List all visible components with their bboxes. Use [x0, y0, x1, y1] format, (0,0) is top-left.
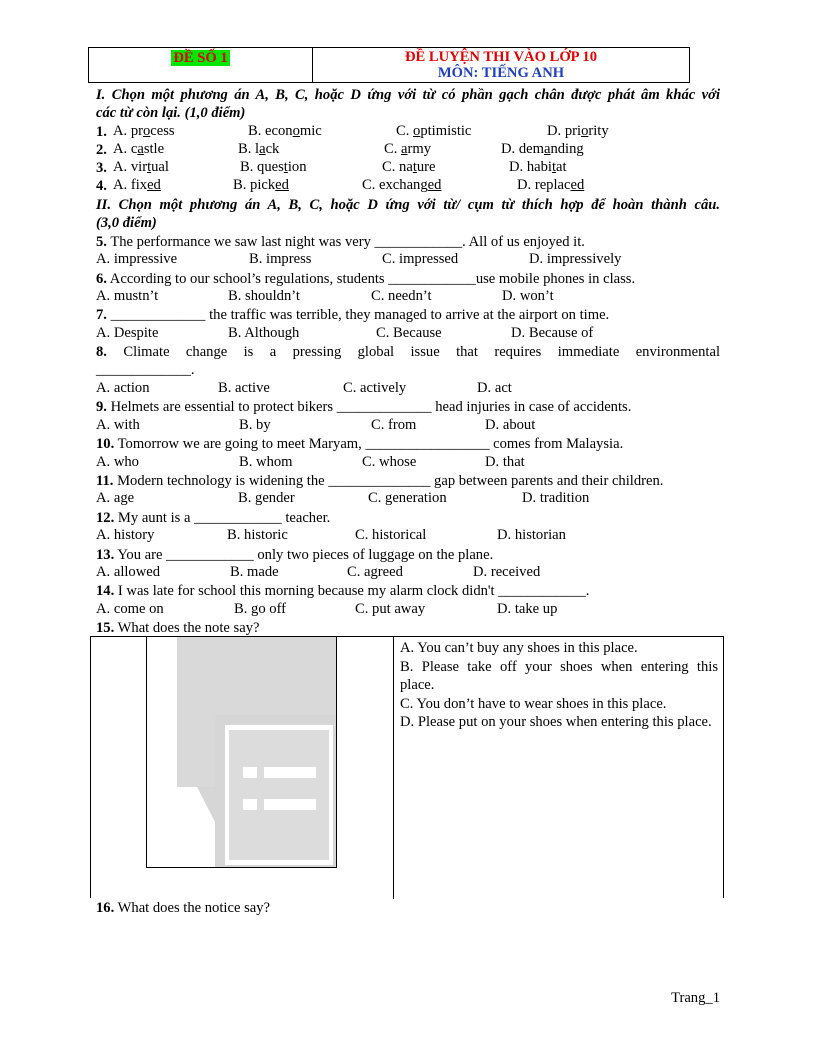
q3-option-c: C. nature: [382, 159, 436, 175]
q4-option-b: B. picked: [233, 177, 289, 193]
q6-stem: 6. According to our school’s regulations, students ____________use mobile phones in class.: [96, 271, 636, 287]
q1-option-c: C. optimistic: [396, 123, 472, 139]
q7-option-b: B. Although: [228, 325, 300, 341]
q10-stem: 10. Tomorrow we are going to meet Maryam, _________________ comes from Malaysia.: [96, 436, 624, 452]
q13-option-c: C. agreed: [347, 564, 403, 580]
q10-option-a: A. who: [96, 454, 139, 470]
q2-option-c: C. army: [384, 141, 432, 157]
q7-option-d: D. Because of: [511, 325, 594, 341]
q13-option-b: B. made: [230, 564, 279, 580]
q6-option-d: D. won’t: [502, 288, 554, 304]
q9-option-b: B. by: [239, 417, 271, 433]
q11-option-d: D. tradition: [522, 490, 590, 506]
q12-option-a: A. history: [96, 527, 155, 543]
q15-option-c: C. You don’t have to wear shoes in this place.: [400, 695, 667, 712]
section1-title-cont: các từ còn lại. (1,0 điểm): [96, 105, 246, 121]
q2-option-d: D. demanding: [501, 141, 584, 157]
q15-table: [90, 636, 724, 898]
q14-stem: 14. I was late for school this morning because my alarm clock didn't ____________.: [96, 583, 590, 599]
q4-option-c: C. exchanged: [362, 177, 442, 193]
q11-option-a: A. age: [96, 490, 135, 506]
q11-option-b: B. gender: [238, 490, 295, 506]
q10-option-c: C. whose: [362, 454, 417, 470]
q10-option-d: D. that: [485, 454, 525, 470]
exam-number-cell: [89, 48, 313, 82]
q4-option-a: A. fixed: [113, 177, 161, 193]
q12-option-d: D. historian: [497, 527, 566, 543]
q14-option-d: D. take up: [497, 601, 558, 617]
q6-option-c: C. needn’t: [371, 288, 432, 304]
q3-number: 3.: [96, 160, 107, 176]
q14-option-c: C. put away: [355, 601, 426, 617]
q7-stem: 7. _____________ the traffic was terrible, they managed to arrive at the airport on time.: [96, 307, 610, 323]
q5-option-d: D. impressively: [529, 251, 622, 267]
section1-title: I. Chọn một phương án A, B, C, hoặc D ứng với từ có phần gạch chân được phát âm khác với: [96, 87, 720, 103]
q12-option-b: B. historic: [227, 527, 288, 543]
q5-option-c: C. impressed: [382, 251, 459, 267]
q9-option-a: A. with: [96, 417, 140, 433]
q12-option-c: C. historical: [355, 527, 427, 543]
q6-option-b: B. shouldn’t: [228, 288, 300, 304]
q1-option-a: A. process: [113, 123, 175, 139]
q8-option-b: B. active: [218, 380, 270, 396]
exam-title: ĐỀ LUYỆN THI VÀO LỚP 10: [404, 49, 598, 65]
q10-option-b: B. whom: [239, 454, 293, 470]
q15-option-d: D. Please put on your shoes when entering this place.: [400, 714, 712, 730]
q8-stem-cont: _____________.: [96, 362, 195, 378]
q9-option-d: D. about: [485, 417, 536, 433]
q11-stem: 11. Modern technology is widening the ______________ gap between parents and their children.: [96, 473, 664, 489]
q7-option-a: A. Despite: [96, 325, 159, 341]
q7-option-c: C. Because: [376, 325, 442, 341]
q1-option-b: B. economic: [248, 123, 322, 139]
q12-stem: 12. My aunt is a ____________ teacher.: [96, 510, 331, 526]
q3-option-d: D. habitat: [509, 159, 567, 175]
image-placeholder-icon: [147, 637, 337, 868]
q15-option-b: B. Please take off your shoes when entering this place.: [400, 658, 718, 693]
q11-option-c: C. generation: [368, 490, 447, 506]
exam-number: ĐỀ SỐ 1: [173, 50, 228, 66]
exam-subject: MÔN: TIẾNG ANH: [437, 65, 565, 81]
q3-option-a: A. virtual: [113, 159, 169, 175]
q9-option-c: C. from: [371, 417, 417, 433]
q8-option-a: A. action: [96, 380, 150, 396]
page-footer: Trang_1: [671, 990, 720, 1006]
q4-number: 4.: [96, 178, 107, 194]
q8-option-d: D. act: [477, 380, 512, 396]
q4-option-d: D. replaced: [517, 177, 585, 193]
q8-stem: 8. Climate change is a pressing global issue that requires immediate environmental: [96, 344, 720, 360]
q16-stem: 16. What does the notice say?: [96, 900, 270, 916]
q9-stem: 9. Helmets are essential to protect bikers _____________ head injuries in case of accidents.: [96, 399, 632, 415]
q15-option-a: A. You can’t buy any shoes in this place.: [400, 640, 638, 656]
q3-option-b: B. question: [240, 159, 307, 175]
q14-option-b: B. go off: [234, 601, 287, 617]
q8-option-c: C. actively: [343, 380, 407, 396]
q1-option-d: D. priority: [547, 123, 609, 139]
exam-title-cell: [313, 48, 689, 82]
q5-option-a: A. impressive: [96, 251, 178, 267]
q14-option-a: A. come on: [96, 601, 164, 617]
header-table: [88, 47, 690, 83]
q13-stem: 13. You are ____________ only two pieces of luggage on the plane.: [96, 547, 494, 563]
q2-number: 2.: [96, 142, 107, 158]
q6-option-a: A. mustn’t: [96, 288, 159, 304]
q5-stem: 5. The performance we saw last night was very ____________. All of us enjoyed it.: [96, 234, 585, 250]
q15-options: [400, 639, 718, 732]
section2-title-cont: (3,0 điểm): [96, 215, 157, 231]
q1-number: 1.: [96, 124, 107, 140]
q13-option-d: D. received: [473, 564, 541, 580]
q15-stem: 15. What does the note say?: [96, 620, 260, 636]
note-image: [146, 636, 337, 868]
q5-option-b: B. impress: [249, 251, 312, 267]
section2-title: II. Chọn một phương án A, B, C, hoặc D ứng với từ/ cụm từ thích hợp để hoàn thành câu.: [96, 197, 720, 213]
table-divider: [393, 637, 394, 899]
q2-option-a: A. castle: [113, 141, 165, 157]
q2-option-b: B. lack: [238, 141, 280, 157]
q13-option-a: A. allowed: [96, 564, 161, 580]
